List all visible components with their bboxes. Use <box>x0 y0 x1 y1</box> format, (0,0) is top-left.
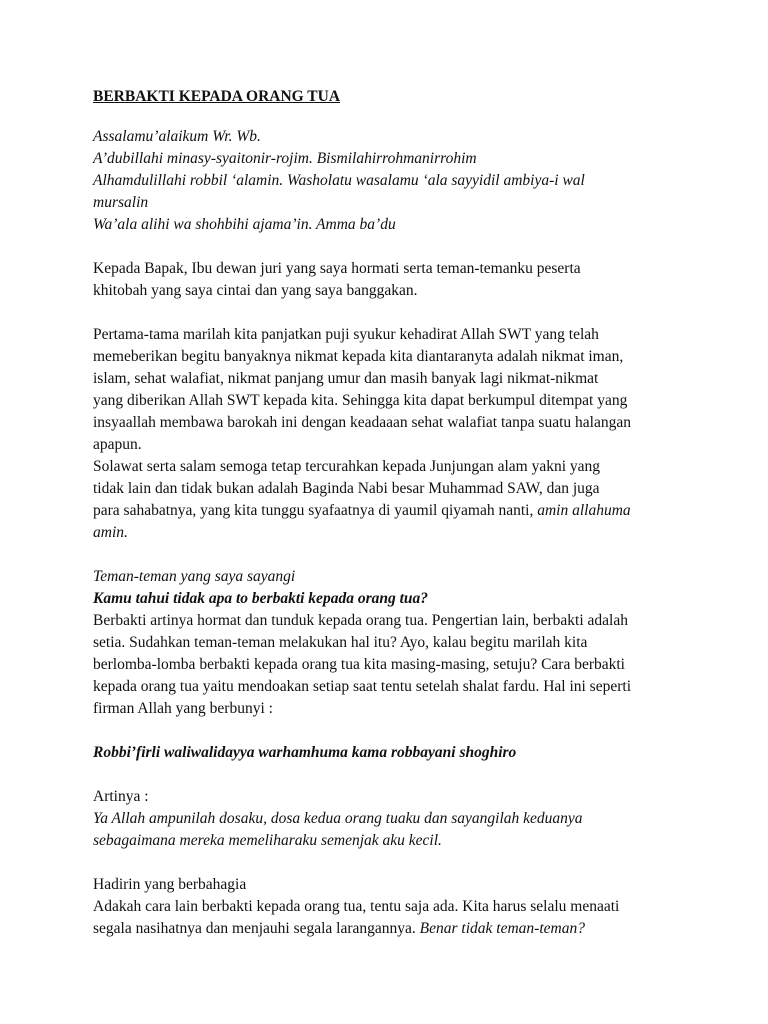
opening-line: mursalin <box>93 194 149 211</box>
text-line: Ya Allah ampunilah dosaku, dosa kedua orang tuaku dan sayangilah keduanya <box>93 810 583 827</box>
opening-line: A’dubillahi minasy-syaitonir-rojim. Bismilahirrohmanirrohim <box>93 150 477 167</box>
text-line <box>93 918 708 940</box>
italic-span: amin allahuma <box>537 502 631 519</box>
text-line: kepada orang tua yaitu mendoakan setiap saat tentu setelah shalat fardu. Hal ini seperti <box>93 678 631 695</box>
text-span: para sahabatnya, yang kita tunggu syafaatnya di yaumil qiyamah nanti, <box>93 502 538 519</box>
translation-block <box>93 786 708 852</box>
text-line: setia. Sudahkan teman-teman melakukan hal itu? Ayo, kalau begitu marilah kita <box>93 634 588 651</box>
opening-salutation <box>93 126 708 236</box>
doa-verse: Robbi’firli waliwalidayya warhamhuma kama robbayani shoghiro <box>93 744 517 761</box>
text-line: yang diberikan Allah SWT kepada kita. Sehingga kita dapat berkumpul ditempat yang <box>93 392 628 409</box>
section-hadirin <box>93 874 708 940</box>
opening-line: Assalamu’alaikum Wr. Wb. <box>93 128 261 145</box>
section-berbakti <box>93 566 708 720</box>
text-line: berlomba-lomba berbakti kepada orang tua kita masing-masing, setuju? Cara berbakti <box>93 656 625 673</box>
text-line: sebagaimana mereka memeliharaku semenjak aku kecil. <box>93 832 442 849</box>
text-line: apapun. <box>93 436 142 453</box>
greeting-paragraph <box>93 258 708 302</box>
opening-line: Wa’ala alihi wa shohbihi ajama’in. Amma ba’du <box>93 216 396 233</box>
text-line: Pertama-tama marilah kita panjatkan puji syukur kehadirat Allah SWT yang telah <box>93 326 599 343</box>
italic-span: Benar tidak teman-teman? <box>419 920 585 937</box>
text-span: segala nasihatnya dan menjauhi segala larangannya. <box>93 920 420 937</box>
solawat-paragraph <box>93 456 708 544</box>
text-line <box>93 500 708 522</box>
text-line: insyaallah membawa barokah ini dengan keadaaan sehat walafiat tanpa suatu halangan <box>93 414 631 431</box>
opening-line: Alhamdulillahi robbil ‘alamin. Washolatu wasalamu ‘ala sayyidil ambiya-i wal <box>93 172 585 189</box>
document-title: BERBAKTI KEPADA ORANG TUA <box>93 88 341 105</box>
text-line: amin. <box>93 524 128 541</box>
text-line: Adakah cara lain berbakti kepada orang tua, tentu saja ada. Kita harus selalu menaati <box>93 898 620 915</box>
text-line: firman Allah yang berbunyi : <box>93 700 273 717</box>
section-question: Kamu tahui tidak apa to berbakti kepada orang tua? <box>93 590 429 607</box>
text-line: Berbakti artinya hormat dan tunduk kepada orang tua. Pengertian lain, berbakti adalah <box>93 612 628 629</box>
gratitude-paragraph <box>93 324 708 456</box>
text-line: khitobah yang saya cintai dan yang saya banggakan. <box>93 282 418 299</box>
text-line: islam, sehat walafiat, nikmat panjang umur dan masih banyak lagi nikmat-nikmat <box>93 370 599 387</box>
text-line: tidak lain dan tidak bukan adalah Baginda Nabi besar Muhammad SAW, dan juga <box>93 480 600 497</box>
section-address: Hadirin yang berbahagia <box>93 876 247 893</box>
translation-label: Artinya : <box>93 788 149 805</box>
text-line: memeberikan begitu banyaknya nikmat kepada kita diantaranyta adalah nikmat iman, <box>93 348 624 365</box>
section-address: Teman-teman yang saya sayangi <box>93 568 296 585</box>
text-line: Solawat serta salam semoga tetap tercurahkan kepada Junjungan alam yakni yang <box>93 458 601 475</box>
text-line: Kepada Bapak, Ibu dewan juri yang saya hormati serta teman-temanku peserta <box>93 260 581 277</box>
